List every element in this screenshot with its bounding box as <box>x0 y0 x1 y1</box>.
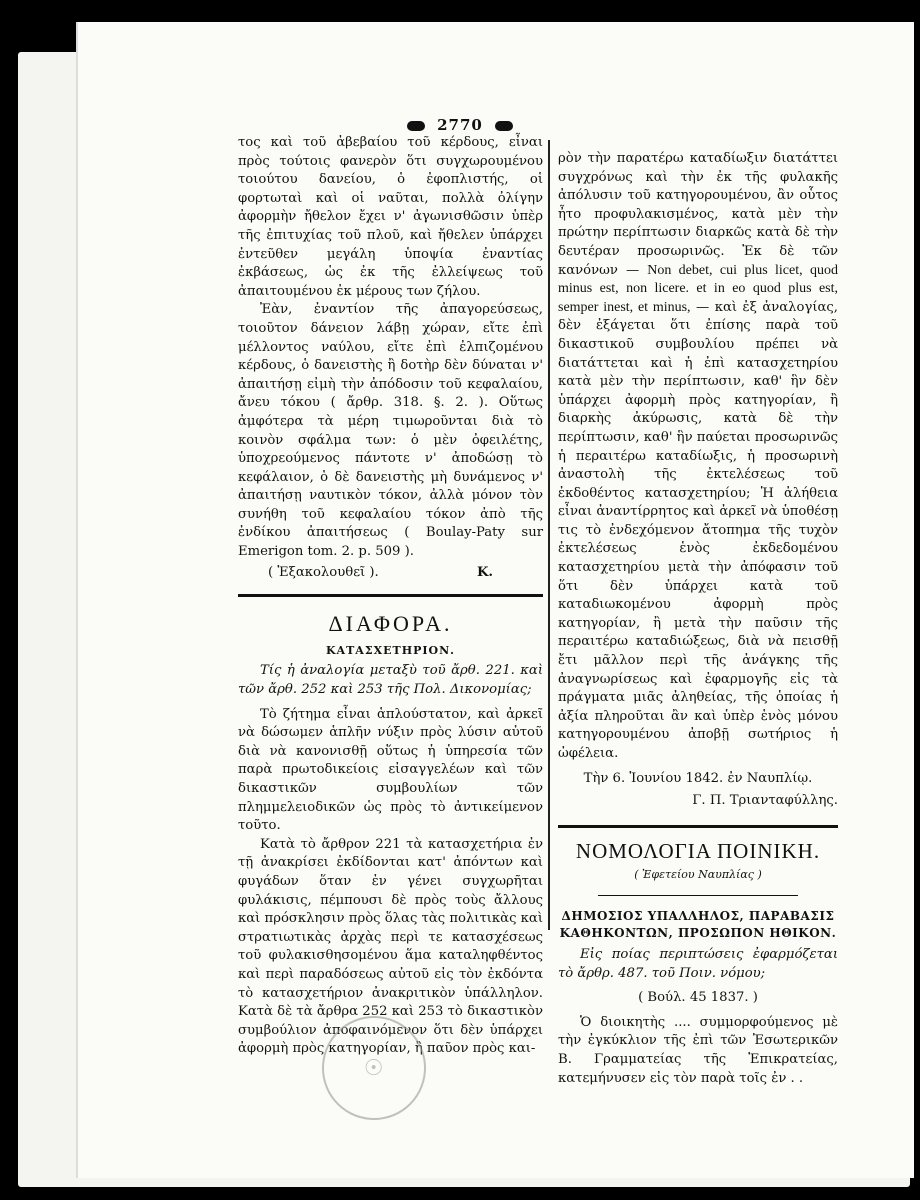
section-subtitle: ΚΑΤΑΣΧΕΤΗΡΙΟΝ. <box>326 643 455 657</box>
right-paragraph-1a: ρὸν τὴν παρατέρω καταδίωξιν διατάττει συγχρόνως καὶ τὴν ἐκ τῆς φυλακῆς ἀπόλυσιν τοῦ κατηγορουμένου, ἂν οὗτος ἦτο προφυλακισμένος, κατὰ μὲν τὴν πρώτην περίπτωσιν διαρκῶς κατὰ δὲ τὴν δευτέραν προσωρινῶς. Ἐκ δὲ τῶν κανόνων — <box>558 151 838 278</box>
author-initial: Κ. <box>476 564 493 580</box>
question-text: Τίς ἡ ἀναλογία μεταξὺ τοῦ ἄρθ. 221. καὶ τῶν ἄρθ. 252 καὶ 253 τῆς Πολ. Δικονομίας; <box>238 663 543 698</box>
column-divider <box>548 140 550 930</box>
section-title-diafora: ΔΙΑΦΟΡΑ. <box>328 611 453 637</box>
case-heading: ΔΗΜΟΣΙΟΣ ΥΠΑΛΛΗΛΟΣ, ΠΑΡΑΒΑΣΙΣ ΚΑΘΗΚΟΝΤΩΝ, ΠΡΟΣΩΠΟΝ ΗΘΙΚΟΝ. <box>559 908 837 940</box>
right-paragraph-2: Ὁ διοικητὴς .... συμμορφούμενος μὲ τὴν ἐγκύκλιον τῆς ἐπὶ τῶν Ἐσωτερικῶν Β. Γραμματείας τῆς Ἐπικρατείας, κατεμήνυσεν εἰς τὸν παρὰ τοῖς ἐν . . <box>558 1014 838 1086</box>
library-stamp: ☉ <box>308 1002 439 1133</box>
case-question: Εἰς ποίας περιπτώσεις ἐφαρμόζεται τὸ ἄρθρ. 487. τοῦ Ποιν. νόμου; <box>558 946 838 981</box>
left-paragraph-2: Ἐὰν, ἐναντίον τῆς ἀπαγορεύσεως, τοιοῦτον δάνειον λάβῃ χώραν, εἴτε ἐπὶ μέλλοντος ναύλου, εἴτε ἐπὶ ἐλπιζομένου κέρδους, ὁ δανειστὴς ἢ δοτὴρ δὲν δύναται ν' ἀπαιτήσῃ εἰμὴ τὴν ἀπόδοσιν τοῦ κεφαλαίου, ἄνευ τόκου ( ἄρθρ. 318. §. 2. ). Οὕτως ἀμφότερα τὰ μέρη τιμωροῦνται διὰ τὸ κοινὸν σφάλμα των: ὁ μὲν ὀφειλέτης, ὑποχρεούμενος πάντοτε ν' ἀποδώσῃ τὸ κεφάλαιον, ὁ δὲ δανειστὴς μὴ δυνάμενος ν' ἀπαιτήσῃ ναυτικὸν τόκον, ἀλλὰ μόνον τὸν συνήθη τοῦ κεφαλαίου τόκον ἀπὸ τῆς ἐνδίκου ἀπαιτήσεως ( Boulay-Paty sur Emerigon tom. 2. p. 509 ). <box>238 302 543 560</box>
right-column <box>558 150 838 1088</box>
continuation-row <box>238 564 543 583</box>
latin-quotation: Non debet, cui plus licet, quod minus est, non licere. et in eo quod plus est, semper inest, et minus, <box>558 262 838 315</box>
left-paragraph-3: Τὸ ζήτημα εἶναι ἁπλούστατον, καὶ ἀρκεῖ νὰ δώσωμεν ἁπλῆν νύξιν πρὸς λύσιν αὐτοῦ διὰ νὰ κανονισθῇ οὕτως ἡ ὑπηρεσία τῶν παρὰ πρωτοδικείοις εἰσαγγελέων καὶ τῶν δικαστικῶν συμβουλίων τῶν πλημμελειοδικῶν ὡς πρὸς τὸ ἀντικείμενον τοῦτο. <box>238 706 543 834</box>
left-paragraph-4: Κατὰ τὸ ἄρθρον 221 τὰ κατασχετήρια ἐν τῇ ἀνακρίσει ἐκδίδονται κατ' ἀπόντων καὶ φυγάδων ὅταν ἐν γένει συγχωρῆται φυλάκισις, πέμπουσι δὲ πρὸς τοὺς ἄλλους καὶ πρόσκλησιν πρὸς ὅλας τὰς πολιτικὰς καὶ στρατιωτικὰς ἀρχὰς περὶ τε κατασχέσεως τοῦ φυλακισθησομένου ἅμα καταληφθέντος καὶ περὶ παραδόσεως αὐτοῦ εἰς τὸν ἐκδόντα τὸ κατασχετήριον ἀνακριτικὸν ὑπάλληλον. Κατὰ δὲ τὰ ἄρθρα 252 καὶ 253 τὸ δικαστικὸν συμβούλιον ἀποφαινόμενον ὅτι δὲν ὑπάρχει ἀφορμὴ πρὸς κατηγορίαν, ἢ παῦον πρὸς και- <box>238 836 543 1057</box>
right-paragraph-1 <box>558 150 838 764</box>
right-paragraph-1b: — καὶ ἐξ ἀναλογίας, δὲν ἐξάγεται ὅτι ἐπίσης παρὰ τοῦ δικαστικοῦ συμβουλίου πρέπει νὰ διατάττεται καὶ ἡ ἐπὶ κατασχετηρίου κατὰ μὲν τὴν περίπτωσιν, καθ' ἣν δὲν ὑπάρχει ἀφορμὴ πρὸς κατηγορίαν, ἢ διαρκὴς ἀκύρωσις, κατὰ δὲ τὴν περίπτωσιν, καθ' ἣν παύεται προσωρινῶς ἡ περαιτέρω καταδίωξις, ἡ προσωρινὴ ἀναστολὴ τῆς ἐκτελέσεως τοῦ ἐκδοθέντος κατασχετηρίου; Ἡ ἀλήθεια εἶναι ἀναντίρρητος καὶ ἀρκεῖ νὰ ὑποθέσῃ τις τὸ ἐνδεχόμενον ἄτοπημα τῆς τυχὸν ἐκτελέσεως ἑνὸς ἐκδεδομένου κατασχετηρίου μετὰ τὴν ἀπόφασιν τοῦ ὅτι δὲν ὑπάρχει κατὰ τοῦ καταδιωκομένου ἀφορμὴ πρὸς κατηγορίαν, ἢ μετὰ τὴν παῦσιν τῆς περαιτέρω καταδιώξεως, διὰ νὰ πεισθῇ ἔτι μᾶλλον περὶ τῆς ἀνάγκης τῆς ἀναγνωρίσεως καὶ ἐφαρμογῆς εἰς τὰ πράγματα μιᾶς ἀληθείας, τῆς ὁποίας ἡ ἀξία πληροῦται ἂν καὶ ὑπὲρ ἑνὸς μόνου κατηγορουμένου ἀποβῇ σωτήριος ἡ ὠφέλεια. <box>558 299 838 761</box>
case-reference: ( Βούλ. 45 1837. ) <box>638 990 758 1006</box>
left-ornament <box>407 121 425 131</box>
court-name: ( Ἐφετείου Ναυπλίας ) <box>634 868 762 882</box>
continuation-note: ( Ἐξακολουθεῖ ). <box>268 564 379 580</box>
page-number: 2770 <box>437 116 483 134</box>
left-column <box>238 134 543 1059</box>
left-paragraph-1: τος καὶ τοῦ ἀβεβαίου τοῦ κέρδους, εἶναι πρὸς τούτοις φανερὸν ὅτι συγχωρουμένου τοιούτου δανείου, ὁ ἐφοπλιστής, οἱ φορτωταὶ καὶ οἱ ναῦται, πολλὰ ὀλίγην ἀφορμὴν ἤθελον ἔχει ν' ἀγωνισθῶσιν ὑπὲρ τῆς ἐπιτυχίας τοῦ πλοῦ, καὶ ἤθελεν ὑπάρχει ἐντεῦθεν μεγάλη ὑποψία ἐναντίας ἐκβάσεως, ὡς ἐκ τῆς ἐλλείψεως τοῦ ἀπαιτουμένου ἐκ μέρους των ζήλου. <box>238 135 543 299</box>
section-separator-right <box>558 825 838 828</box>
signature: Γ. Π. Τριανταφύλλης. <box>692 793 838 809</box>
date-line: Τὴν 6. Ἰουνίου 1842. ἐν Ναυπλίῳ. <box>583 770 813 786</box>
thin-rule <box>598 895 798 896</box>
page-header <box>0 116 920 134</box>
section-separator-left <box>238 594 543 597</box>
right-ornament <box>495 121 513 131</box>
section-title-nomologia: ΝΟΜΟΛΟΓΙΑ ΠΟΙΝΙΚΗ. <box>575 838 821 863</box>
